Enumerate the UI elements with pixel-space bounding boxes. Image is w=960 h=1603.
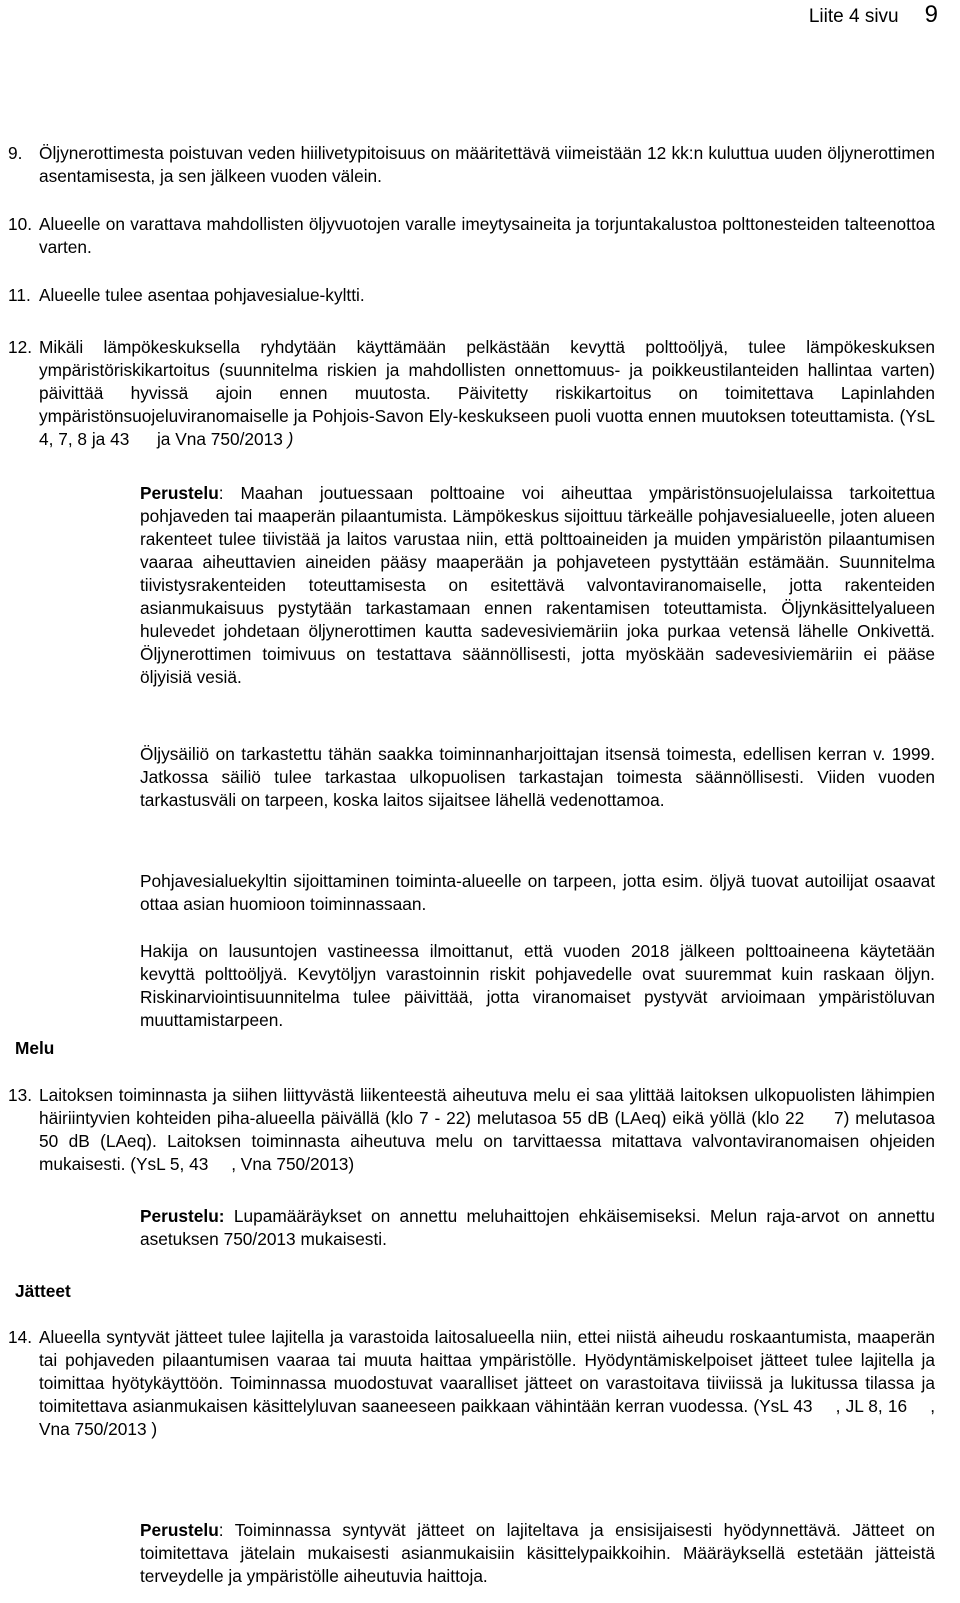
rationale-paragraph: Öljysäiliö on tarkastettu tähän saakka toiminnanharjoittajan itsensä toimesta, edellisen kerran v. 1999. Jatkossa säiliö tulee tarkastaa ulkopuolisen tarkastajan toimesta säännöllisesti. Viiden vuoden tarkastusväli on tarpeen, koska laitos sijaitsee lähellä vedenottamoa. — [140, 744, 935, 810]
item-number: 10. — [8, 214, 33, 234]
section-heading-jatteet: Jätteet — [15, 1281, 71, 1301]
rationale-label: Perustelu: — [140, 1206, 225, 1226]
item-text: Alueelle on varattava mahdollisten öljyvuotojen varalle imeytysaineita ja torjuntakalustoa polttonesteiden talteenottoa varten. — [39, 214, 935, 257]
item-text: Öljynerottimesta poistuvan veden hiilivetypitoisuus on määritettävä viimeistään 12 kk:n kuluttua uuden öljynerottimen asentamisesta, ja sen jälkeen vuoden välein. — [39, 143, 935, 186]
regulation-item-14 — [0, 1326, 935, 1441]
regulation-item-12 — [0, 336, 935, 451]
section-heading-melu: Melu — [15, 1038, 55, 1058]
page-header — [809, 3, 938, 29]
item-number: 9. — [8, 143, 23, 163]
rationale-14 — [140, 1519, 935, 1588]
item-number: 12. — [8, 337, 33, 357]
item-text: Alueelle tulee asentaa pohjavesialue-kyltti. — [39, 285, 365, 305]
item-text: Mikäli lämpökeskuksella ryhdytään käyttämään pelkästään kevyttä polttoöljyä, tulee lämpökeskuksen ympäristöriskikartoitus (suunnitelma riskien ja mahdollisten onnettomuus- ja poikkeustilanteiden hallintaa varten) päivittää hyvissä ajoin ennen muutosta. Päivitetty riskikartoitus on toimitettava Lapinlahden ympäristönsuojeluviranomaiselle ja Pohjois-Savon Ely-keskukseen puoli vuotta ennen muutoksen toteuttamista. (YsL 4, 7, 8 ja 43 ja Vna 750/2013 ) — [39, 337, 935, 449]
appendix-label: Liite 4 sivu — [808, 6, 899, 27]
regulation-item-13 — [0, 1084, 935, 1176]
rationale-paragraph: Perustelu: Toiminnassa syntyvät jätteet on lajiteltava ja ensisijaisesti hyödynnettävä. Jätteet on toimitettava jätelain mukaisesti asianmukaisiin käsittelypaikkoihin. Määräyksellä estetään jätteistä terveydelle ja ympäristölle aiheutuvia haittoja. — [140, 1520, 935, 1586]
rationale-paragraph: Perustelu: Maahan joutuessaan polttoaine voi aiheuttaa ympäristönsuojelulaissa tarkoitettua pohjaveden tai maaperän pilaantumista. Lämpökeskus sijoittuu tärkeälle pohjavesialueelle, joten alueen rakenteet tulee tiivistää ja laitos varustaa niin, että polttoaineiden ja muiden ympäristön pilaantumisen vaaraa aiheuttavien aineiden pääsy maaperään ja pohjaveteen pystyttään estämään. Suunnitelma tiivistysrakenteiden toteuttamisesta on esitettävä valvontaviranomaiselle, jotta rakenteiden asianmukaisuus pystytään tarkastamaan ennen rakentamisen toteuttamista. Öljynkäsittelyalueen hulevedet johdetaan öljynerottimen kautta sadevesiviemäriin joka purkaa vetensä lähelle Onkivettä. Öljynerottimen toimivuus on testattava säännöllisesti, jotta myöskään sadevesiviemäriin ei pääse öljyisiä vesiä. — [140, 483, 935, 687]
page-number: 9 — [924, 1, 938, 28]
item-number: 14. — [8, 1327, 33, 1347]
rationale-label: Perustelu — [140, 1520, 219, 1540]
rationale-paragraph: Perustelu: Lupamääräykset on annettu meluhaittojen ehkäisemiseksi. Melun raja-arvot on annettu asetuksen 750/2013 mukaisesti. — [140, 1206, 935, 1249]
rationale-12 — [140, 482, 935, 689]
regulation-item-10 — [0, 213, 935, 259]
rationale-12-p3 — [140, 870, 935, 916]
rationale-12-p2 — [140, 743, 935, 812]
item-number: 11. — [8, 285, 31, 305]
regulation-item-11 — [0, 284, 935, 307]
rationale-paragraph: Hakija on lausuntojen vastineessa ilmoittanut, että vuoden 2018 jälkeen polttoaineena käytetään kevyttä polttoöljyä. Kevytöljyn varastoinnin riskit pohjavedelle ovat suuremmat kuin raskaan öljyn. Riskinarviointisuunnitelma tulee päivittää, jotta viranomaiset pystyvät arvioimaan ympäristöluvan muuttamistarpeen. — [140, 941, 935, 1030]
legal-reference: (YsL 4, 7, 8 ja 43 — [39, 406, 935, 449]
regulation-item-9 — [0, 142, 935, 188]
item-text: Laitoksen toiminnasta ja siihen liittyvästä liikenteestä aiheutuva melu ei saa ylittää laitoksen ulkopuolisten lähimpien häiriintyvien kohteiden piha-alueella päivällä (klo 7 - 22) melutasoa 55 dB (LAeq) eikä yöllä (klo 22 7) melutasoa 50 dB (LAeq). Laitoksen toiminnasta aiheutuva melu on tarvittaessa mitattava valvontaviranomaisen ohjeiden mukaisesti. (YsL 5, 43 , Vna 750/2013) — [39, 1085, 935, 1174]
item-number: 13. — [8, 1085, 33, 1105]
item-text: Alueella syntyvät jätteet tulee lajitella ja varastoida laitosalueella niin, ettei niistä aiheudu roskaantumista, maaperän tai pohjaveden pilaantumisen vaaraa tai muuta haittaa ympäristölle. Hyödyntämiskelpoiset jätteet tulee lajitella ja toimittaa hyötykäyttöön. Toiminnassa muodostuvat vaaralliset jätteet on varastoitava tiiviissä ja lukitussa tilassa ja toimitettava asianmukaisen käsittelyluvan saaneeseen paikkaan vähintään kerran vuodessa. (YsL 43 , JL 8, 16 , Vna 750/2013 ) — [39, 1327, 935, 1439]
rationale-12-p4 — [140, 940, 935, 1032]
rationale-label: Perustelu — [140, 483, 219, 503]
rationale-13 — [140, 1205, 935, 1251]
rationale-paragraph: Pohjavesialuekyltin sijoittaminen toiminta-alueelle on tarpeen, jotta esim. öljyä tuovat autoilijat osaavat ottaa asian huomioon toiminnassaan. — [140, 871, 935, 914]
